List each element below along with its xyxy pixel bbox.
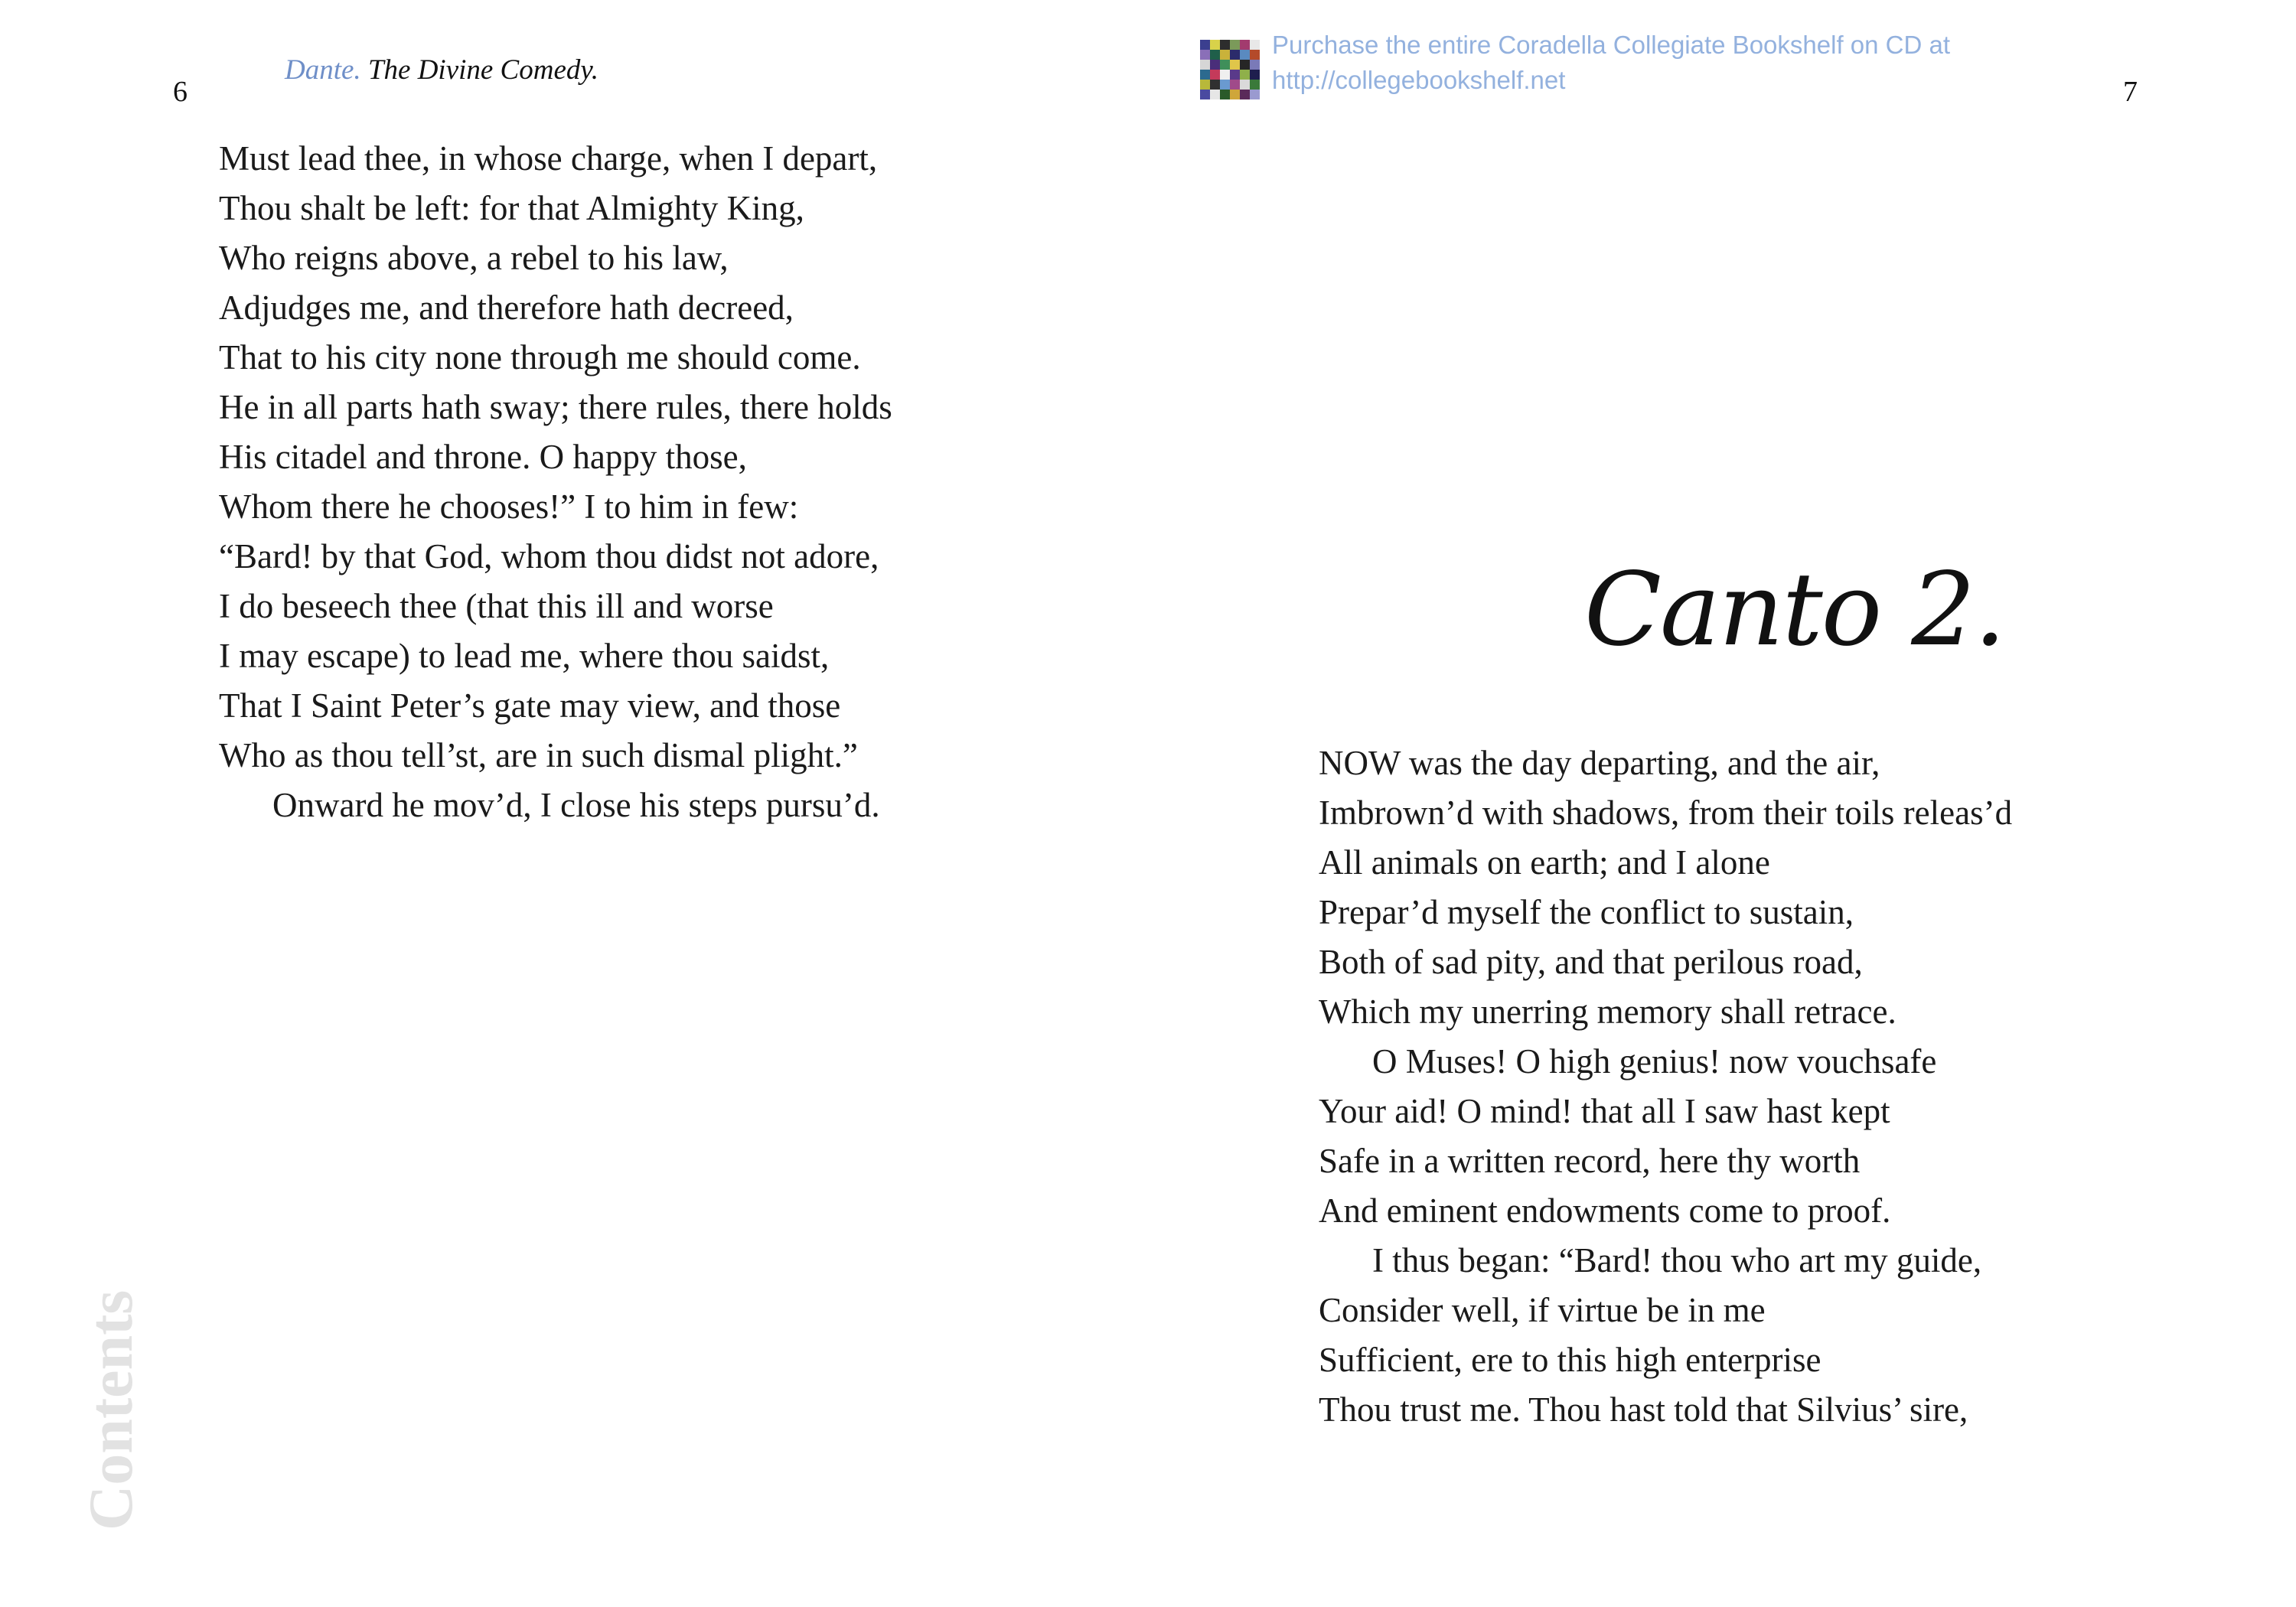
promo-url[interactable]: http://collegebookshelf.net — [1272, 66, 1566, 94]
verse-line: All animals on earth; and I alone — [1319, 843, 1770, 882]
running-head-author: Dante. — [285, 54, 361, 86]
canto-heading: Canto 2. — [1584, 551, 2005, 669]
running-head-title: The Divine Comedy. — [367, 54, 599, 86]
right-page-verse — [1319, 738, 2012, 1435]
verse-line: NOW was the day departing, and the air, — [1319, 744, 1880, 782]
verse-line: Your aid! O mind! that all I saw hast kept — [1319, 1092, 1890, 1130]
right-page-number: 7 — [2123, 76, 2138, 108]
verse-line: Imbrown’d with shadows, from their toils releas’d — [1319, 794, 2013, 832]
verse-line: Must lead thee, in whose charge, when I depart, — [219, 139, 878, 178]
verse-line: His citadel and throne. O happy those, — [219, 438, 747, 476]
verse-line: Both of sad pity, and that perilous road, — [1319, 943, 1863, 981]
verse-line: That I Saint Peter’s gate may view, and those — [219, 686, 841, 725]
verse-line: Who reigns above, a rebel to his law, — [219, 239, 729, 277]
verse-line: “Bard! by that God, whom thou didst not adore, — [219, 537, 879, 575]
verse-line: Thou shalt be left: for that Almighty King, — [219, 189, 804, 227]
verse-line: Consider well, if virtue be in me — [1319, 1291, 1766, 1329]
verse-line: He in all parts hath sway; there rules, there holds — [219, 388, 892, 426]
verse-line: Prepar’d myself the conflict to sustain, — [1319, 893, 1854, 931]
verse-line: That to his city none through me should come. — [219, 338, 861, 376]
verse-line: O Muses! O high genius! now vouchsafe — [1372, 1042, 1937, 1081]
verse-line: Onward he mov’d, I close his steps pursu’d. — [272, 786, 880, 824]
left-page-number: 6 — [173, 76, 188, 108]
verse-line: I do beseech thee (that this ill and worse — [219, 587, 774, 625]
contents-tab[interactable] — [37, 1289, 190, 1530]
bookshelf-cd-thumbnail-icon[interactable] — [1200, 40, 1260, 99]
verse-line: I thus began: “Bard! thou who art my guide, — [1372, 1241, 1982, 1279]
contents-tab-label[interactable]: Contents — [76, 1289, 145, 1530]
promo-link[interactable] — [1272, 28, 1950, 98]
left-page-verse — [219, 134, 892, 830]
verse-line: Which my unerring memory shall retrace. — [1319, 993, 1896, 1031]
verse-line: And eminent endowments come to proof. — [1319, 1191, 1891, 1230]
verse-line: Safe in a written record, here thy worth — [1319, 1142, 1861, 1180]
running-head — [285, 54, 598, 86]
verse-line: Who as thou tell’st, are in such dismal plight.” — [219, 736, 858, 774]
verse-line: I may escape) to lead me, where thou saidst, — [219, 637, 830, 675]
promo-line-1[interactable]: Purchase the entire Coradella Collegiate Bookshelf on CD at — [1272, 31, 1951, 59]
verse-line: Sufficient, ere to this high enterprise — [1319, 1341, 1821, 1379]
verse-line: Thou trust me. Thou hast told that Silvius’ sire, — [1319, 1390, 1968, 1429]
verse-line: Whom there he chooses!” I to him in few: — [219, 487, 799, 526]
verse-line: Adjudges me, and therefore hath decreed, — [219, 288, 794, 327]
